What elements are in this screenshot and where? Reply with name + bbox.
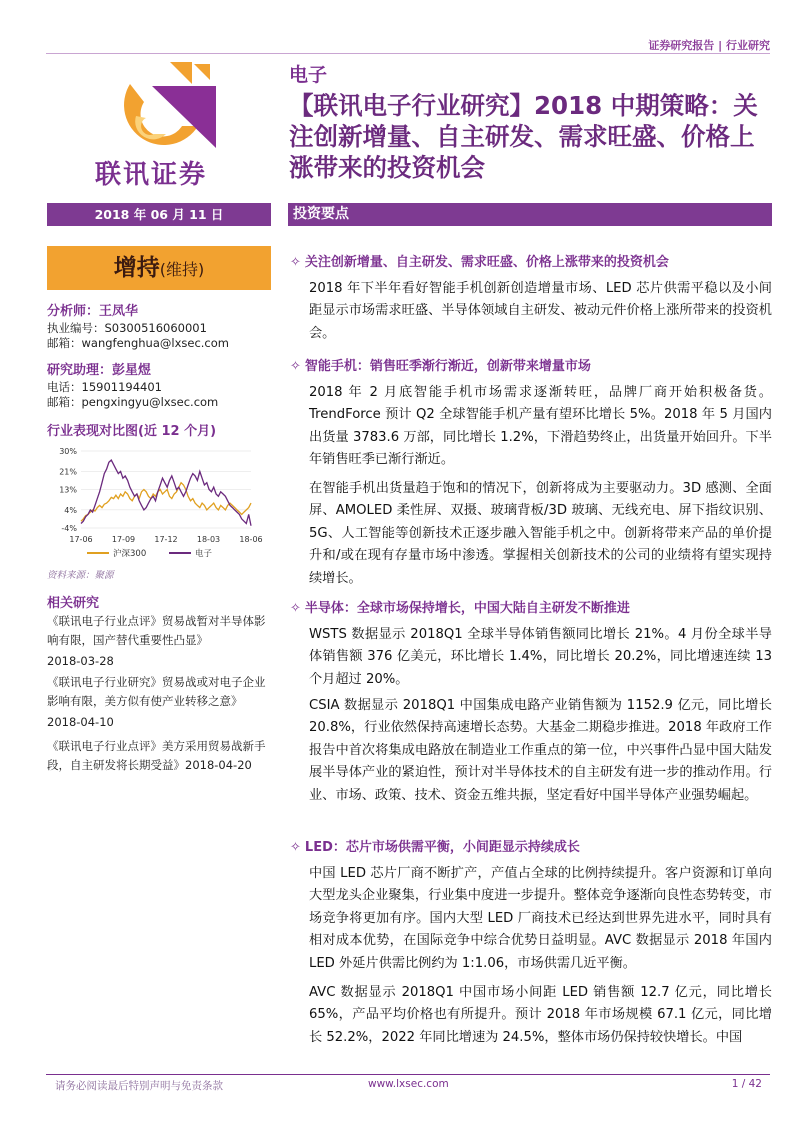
footer-disclaimer[interactable]: 请务必阅读最后特别声明与免责条款 [55, 1080, 223, 1092]
header-rule [46, 53, 770, 54]
rating-value: 增持 [113, 255, 160, 281]
page-number: 1 / 42 [731, 1078, 762, 1090]
diamond-icon: ✧ [290, 359, 301, 374]
rating-note: (维持) [159, 260, 205, 279]
section-heading-1 [290, 251, 669, 270]
diamond-icon: ✧ [290, 601, 301, 616]
legend-label: 沪深300 [113, 549, 147, 559]
report-title: 【联讯电子行业研究】2018 中期策略：关注创新增量、自主研发、需求旺盛、价格上涨带来的投资机会 [289, 91, 758, 182]
chart-title: 行业表现对比图(近 12 个月) [47, 424, 217, 439]
assistant-email: 邮箱：pengxingyu@lxsec.com [47, 395, 219, 409]
rating-box [47, 246, 271, 290]
section-heading-text: LED：芯片市场供需平衡，小间距显示持续成长 [304, 840, 580, 855]
related-date-1: 2018-03-28 [47, 654, 114, 668]
paragraph: WSTS 数据显示 2018Q1 全球半导体销售额同比增长 21%。4 月份全球半导体销售额 376 亿美元，环比增长 1.4%，同比增长 20.2%，同比增速连续 13 个月超过 20%。 [309, 627, 772, 687]
chart-series [81, 460, 251, 526]
diamond-icon: ✧ [290, 840, 301, 855]
x-tick-label: 17-12 [154, 535, 178, 544]
chart-legend [87, 548, 213, 559]
paragraph: 2018 年下半年看好智能手机创新创造增量市场、LED 芯片供需平稳以及小间距显示市场需求旺盛、半导体领域自主研发、被动元件价格上涨所带来的投资机会。 [309, 281, 772, 341]
assistant-name: 研究助理：彭星煜 [47, 363, 152, 378]
analyst-email: 邮箱：wangfenghua@lxsec.com [47, 336, 229, 350]
y-tick-label: 13% [59, 485, 77, 495]
section-heading-2 [290, 355, 591, 374]
section-heading-text: 智能手机：销售旺季渐行渐近，创新带来增量市场 [304, 359, 591, 374]
paragraph: CSIA 数据显示 2018Q1 中国集成电路产业销售额为 1152.9 亿元，同比增长 20.8%，行业依然保持高速增长态势。大基金二期稳步推进。2018 年政府工作报告中首次将集成电路放在制造业工作重点的第一位，中兴事件凸显中国大陆发展半导体产业的紧迫性，预计对半导体技术的自主研发有进一步的推动作用。行业、市场、政策、技术、资金五维共振，坚定看好中国半导体产业强势崛起。 [309, 698, 772, 803]
paragraph: 2018 年 2 月底智能手机市场需求逐渐转旺，品牌厂商开始积极备货。TrendForce 预计 Q2 全球智能手机产量有望环比增长 5%。2018 年 5 月国内出货量 3783.6 万部，同比增长 1.2%，下滑趋势终止，出货量开始回升。下半年销售旺季已渐行渐近。 [309, 385, 772, 468]
related-date-2: 2018-04-10 [47, 715, 114, 729]
diamond-icon: ✧ [290, 255, 301, 270]
y-axis [59, 447, 251, 533]
paragraph: 中国 LED 芯片厂商不断扩产，产值占全球的比例持续提升。客户资源和订单向大型龙头企业聚集，行业集中度进一步提升。整体竞争逐渐向良性态势转变，市场竞争将更加有序。国内大型 LED 厂商技术已经达到世界先进水平，同时具有相对成本优势，在国际竞争中综合优势日益明显。AVC 数据显示 2018 年国内 LED 外延片供需比例约为 1:1.06，市场供需几近平衡。 [309, 866, 772, 971]
related-research-title: 相关研究 [47, 596, 100, 611]
analyst-name: 分析师：王凤华 [47, 304, 139, 319]
section-heading-4 [290, 836, 580, 855]
y-tick-label: 21% [59, 467, 77, 477]
related-text-3: 《联讯电子行业点评》美方采用贸易战新手段，自主研发将长期受益》 [47, 739, 266, 772]
paragraph: AVC 数据显示 2018Q1 中国市场小间距 LED 销售额 12.7 亿元，同比增长 65%，产品平均价格也有所提升。预计 2018 年市场规模 67.1 亿元，同比增长 52.2%，2022 年同比增速为 24.5%，整体市场仍保持较快增长。中国 [309, 985, 772, 1045]
related-date-3: 2018-04-20 [185, 758, 252, 772]
x-tick-label: 18-03 [196, 535, 221, 544]
analyst-cert: 执业编号：S0300516060001 [47, 321, 207, 335]
footer-rule [46, 1074, 770, 1075]
series-line [81, 483, 251, 522]
report-date: 2018 年 06 月 11 日 [47, 203, 271, 226]
performance-chart [47, 443, 271, 583]
paragraph: 在智能手机出货量趋于饱和的情况下，创新将成为主要驱动力。3D 感测、全面屏、AMOLED 柔性屏、双摄、玻璃背板/3D 玻璃、无线充电、屏下指纹识别、5G、人工智能等创新技术正逐步融入智能手机之中。创新将带来产品的单价提升和/或在现有存量市场中渗透。掌握相关创新技术的公司的业绩将有望实现持续增长。 [309, 481, 772, 586]
assistant-phone: 电话：15901194401 [47, 380, 162, 394]
series-line [81, 460, 251, 526]
y-tick-label: 30% [59, 447, 77, 456]
sector-label: 电子 [289, 64, 328, 86]
x-tick-label: 18-06 [239, 535, 263, 544]
x-tick-label: 17-06 [69, 535, 93, 544]
section-heading-3 [290, 597, 630, 616]
x-tick-label: 17-09 [111, 535, 136, 544]
report-type-tag: 证券研究报告 | 行业研究 [648, 39, 770, 52]
section-heading-text: 关注创新增量、自主研发、需求旺盛、价格上涨带来的投资机会 [304, 255, 669, 270]
x-axis [69, 535, 262, 544]
related-item-3[interactable] [47, 737, 277, 775]
y-tick-label: -4% [61, 524, 77, 533]
legend-label: 电子 [195, 549, 213, 559]
section-heading-text: 半导体：全球市场保持增长，中国大陆自主研发不断推进 [304, 601, 630, 616]
y-tick-label: 4% [64, 505, 77, 515]
logo-wordmark: 联讯证券 [95, 160, 208, 190]
footer-website[interactable]: www.lxsec.com [368, 1078, 449, 1090]
key-points-header: 投资要点 [288, 203, 772, 226]
related-item-1[interactable]: 《联讯电子行业点评》贸易战暂对半导体影响有限，国产替代重要性凸显》 [47, 614, 266, 647]
related-item-2[interactable]: 《联讯电子行业研究》贸易战或对电子企业影响有限，美方似有使产业转移之意》 [47, 675, 266, 708]
chart-source: 资料来源：聚源 [47, 570, 114, 581]
